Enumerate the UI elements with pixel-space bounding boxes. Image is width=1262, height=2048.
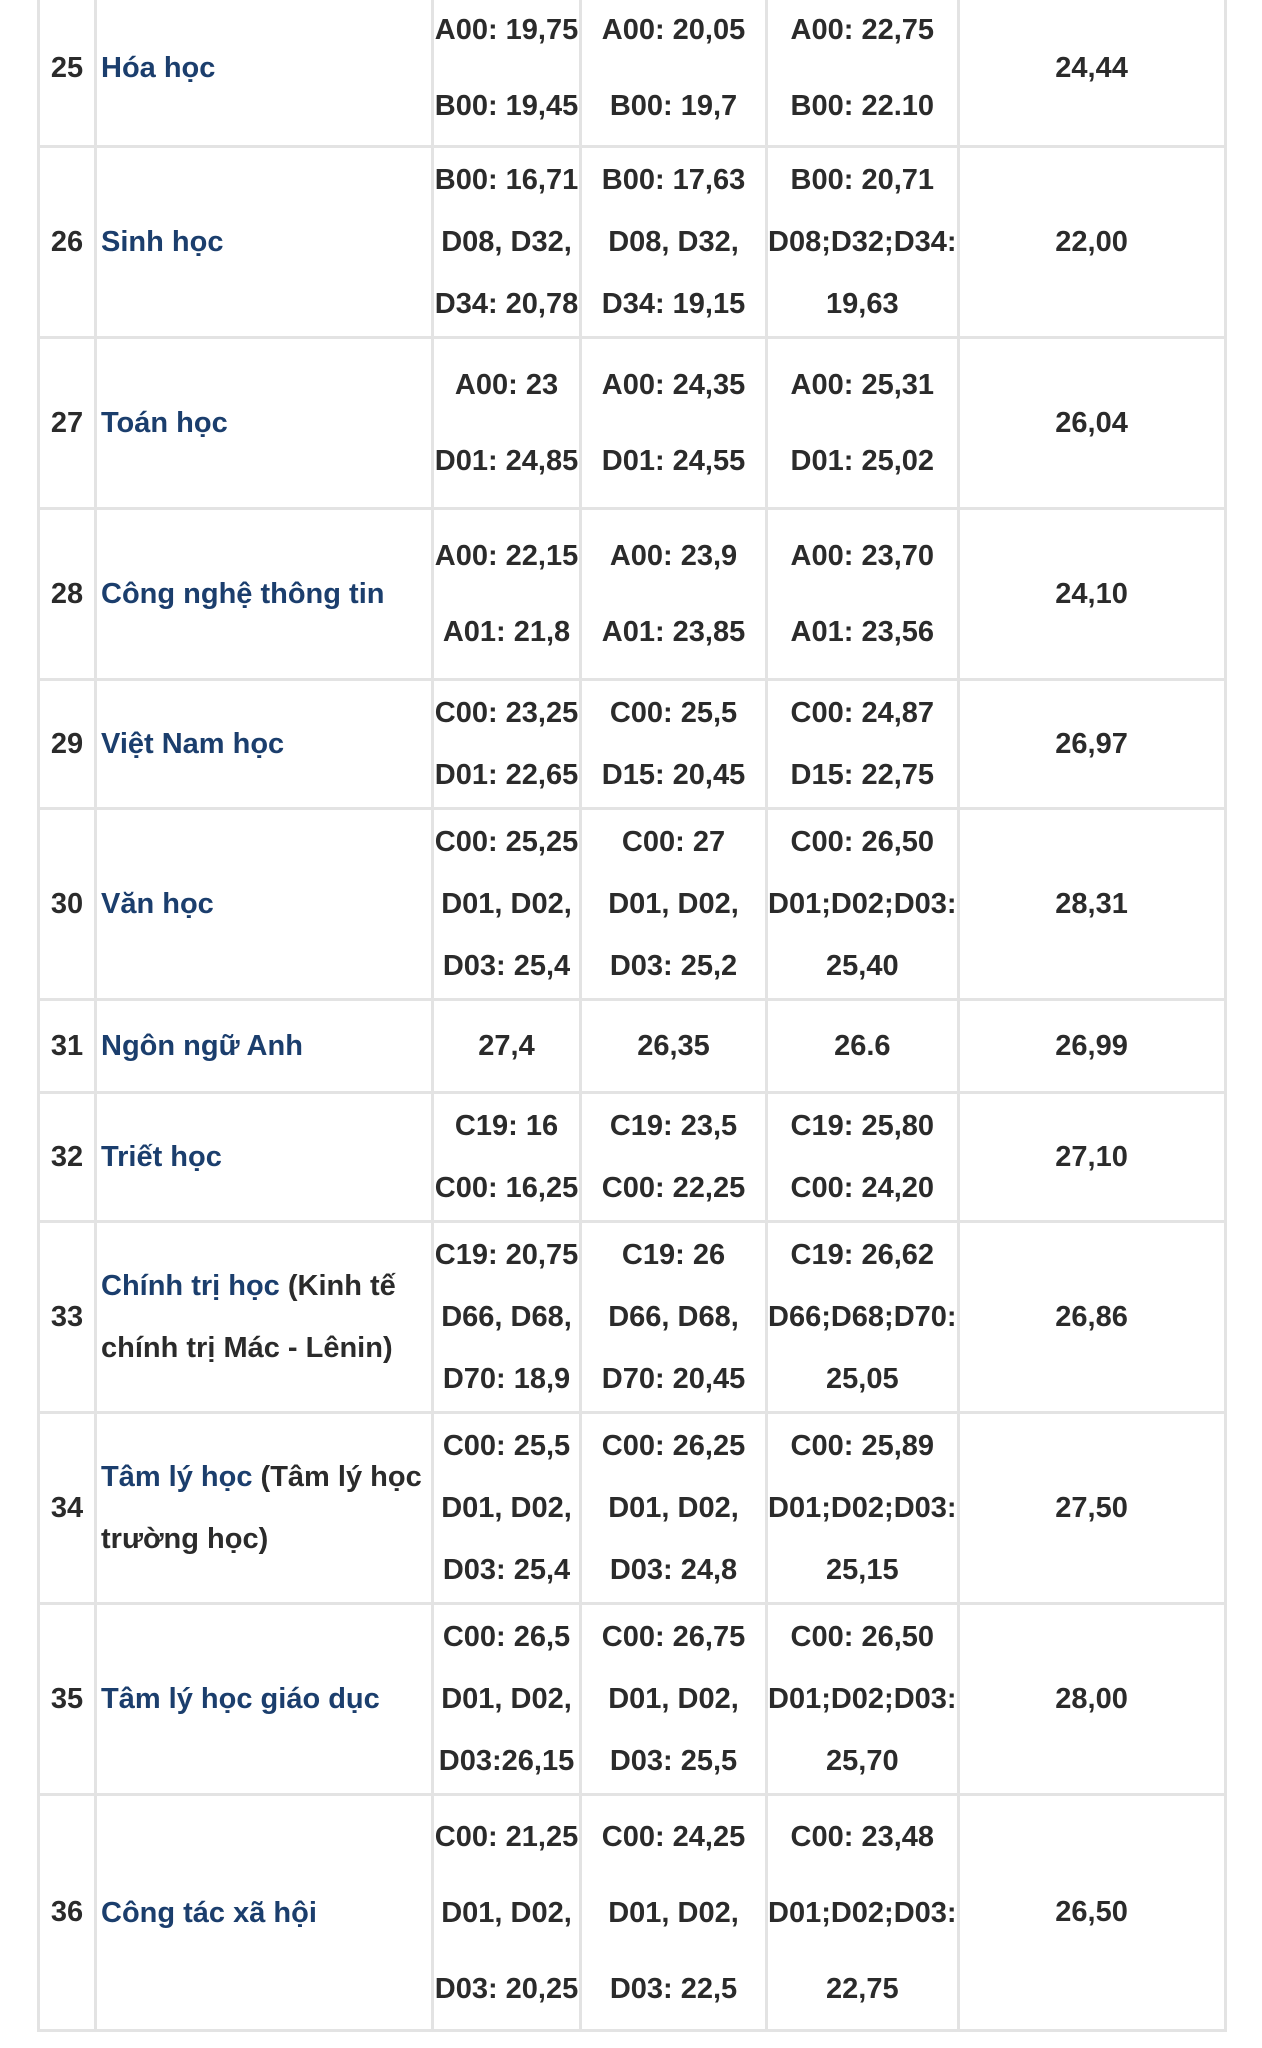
score-cell-y1 [433, 0, 581, 147]
score-line: B00: 19,45 [434, 90, 579, 122]
score-cell-y3 [767, 680, 959, 809]
score-cell-y1 [433, 1795, 581, 2031]
score-line: A00: 23 [454, 369, 559, 401]
score-cell-y1 [433, 147, 581, 338]
major-cell [96, 1222, 433, 1413]
score-line: D03: 25,4 [442, 1554, 571, 1586]
major-note: (Tâm lý học trường học) [101, 1461, 422, 1555]
score-line: 25,05 [826, 1363, 899, 1395]
score-line: D03: 24,8 [609, 1554, 738, 1586]
score-line: C00: 25,25 [434, 826, 579, 858]
score-line: D03: 25,4 [442, 950, 571, 982]
score-line: A00: 20,05 [601, 14, 746, 46]
score-line: D03: 20,25 [434, 1972, 579, 2005]
score-line: A00: 22,75 [790, 14, 935, 46]
score-line: 25,70 [826, 1745, 899, 1777]
score-line: C19: 25,80 [790, 1110, 935, 1142]
score-line: D01, D02, [441, 1896, 572, 1929]
score-line: C00: 26,75 [601, 1621, 746, 1653]
score-cell-y1 [433, 1000, 581, 1093]
score-line: A00: 25,31 [790, 369, 935, 401]
table-row [39, 338, 1226, 509]
row-number: 30 [39, 809, 96, 1000]
score-cell-y4: 22,00 [958, 147, 1225, 338]
score-line: D01: 22,65 [434, 759, 579, 791]
score-line: 22,75 [826, 1972, 899, 2005]
score-cell-y3 [767, 1413, 959, 1604]
score-cell-y4: 28,00 [958, 1604, 1225, 1795]
major-cell [96, 0, 433, 147]
score-cell-y3 [767, 338, 959, 509]
score-line: C00: 24,87 [790, 697, 935, 729]
score-line: D34: 20,78 [434, 288, 579, 320]
row-number: 32 [39, 1093, 96, 1222]
score-cell-y3 [767, 1000, 959, 1093]
score-cell-y3 [767, 509, 959, 680]
score-line: D66, D68, [608, 1301, 739, 1333]
table-row [39, 1093, 1226, 1222]
row-number: 28 [39, 509, 96, 680]
score-line: C00: 23,48 [790, 1820, 935, 1853]
score-cell-y4: 27,10 [958, 1093, 1225, 1222]
score-line: D03: 25,2 [609, 950, 738, 982]
score-line: D01: 24,85 [434, 445, 579, 477]
score-line: B00: 20,71 [790, 164, 935, 196]
score-line: C00: 25,89 [790, 1430, 935, 1462]
score-cell-y1 [433, 680, 581, 809]
score-line: C19: 26,62 [790, 1239, 935, 1271]
major-link[interactable]: Tâm lý học [101, 1461, 253, 1493]
major-link[interactable]: Công nghệ thông tin [101, 578, 385, 610]
score-line: D01: 25,02 [790, 445, 935, 477]
score-cell-y2 [581, 1222, 767, 1413]
score-line: D01;D02;D03: [768, 888, 957, 920]
score-cell-y2 [581, 1604, 767, 1795]
score-line: 27,4 [478, 1030, 535, 1062]
score-line: D08;D32;D34: [768, 226, 957, 258]
major-link[interactable]: Sinh học [101, 226, 224, 258]
score-line: A00: 19,75 [434, 14, 579, 46]
major-cell [96, 1093, 433, 1222]
score-line: C00: 26,50 [790, 826, 935, 858]
score-line: A01: 23,56 [790, 616, 935, 648]
row-number: 27 [39, 338, 96, 509]
score-cell-y2 [581, 0, 767, 147]
score-line: 26,35 [637, 1030, 710, 1062]
score-cell-y4: 26,97 [958, 680, 1225, 809]
score-line: C00: 25,5 [609, 697, 738, 729]
score-line: B00: 19,7 [609, 90, 738, 122]
score-cell-y2 [581, 509, 767, 680]
score-line: C00: 16,25 [434, 1172, 579, 1204]
score-cell-y4: 26,50 [958, 1795, 1225, 2031]
score-line: A00: 22,15 [434, 540, 579, 572]
score-line: C00: 24,20 [790, 1172, 935, 1204]
score-cell-y4: 26,86 [958, 1222, 1225, 1413]
score-line: D01, D02, [441, 888, 572, 920]
score-line: C00: 25,5 [442, 1430, 571, 1462]
score-line: D70: 20,45 [601, 1363, 746, 1395]
major-cell [96, 680, 433, 809]
admission-score-table [37, 0, 1227, 2032]
score-line: B00: 17,63 [601, 164, 746, 196]
score-line: D01, D02, [608, 888, 739, 920]
score-line: A01: 23,85 [601, 616, 746, 648]
row-number: 25 [39, 0, 96, 147]
score-cell-y3 [767, 1604, 959, 1795]
score-line: 25,40 [826, 950, 899, 982]
score-line: D34: 19,15 [601, 288, 746, 320]
score-cell-y3 [767, 1795, 959, 2031]
major-link[interactable]: Toán học [101, 407, 228, 439]
score-cell-y2 [581, 680, 767, 809]
score-line: D15: 20,45 [601, 759, 746, 791]
table-row [39, 1604, 1226, 1795]
score-line: C19: 16 [454, 1110, 559, 1142]
score-line: D01, D02, [608, 1492, 739, 1524]
score-line: A00: 24,35 [601, 369, 746, 401]
table-row [39, 1413, 1226, 1604]
score-cell-y2 [581, 1413, 767, 1604]
row-number: 34 [39, 1413, 96, 1604]
score-cell-y3 [767, 1093, 959, 1222]
table-row [39, 809, 1226, 1000]
major-link[interactable]: Tâm lý học giáo dục [101, 1683, 380, 1715]
major-link[interactable]: Hóa học [101, 52, 216, 84]
score-line: A01: 21,8 [442, 616, 571, 648]
score-line: C00: 21,25 [434, 1820, 579, 1853]
table-row [39, 0, 1226, 147]
score-line: B00: 16,71 [434, 164, 579, 196]
score-line: D03:26,15 [438, 1745, 575, 1777]
score-line: D01;D02;D03: [768, 1492, 957, 1524]
row-number: 31 [39, 1000, 96, 1093]
score-cell-y1 [433, 1413, 581, 1604]
score-cell-y3 [767, 809, 959, 1000]
score-cell-y1 [433, 809, 581, 1000]
major-note: (Kinh tế chính trị Mác - Lênin) [101, 1270, 396, 1364]
score-line: D08, D32, [441, 226, 572, 258]
score-line: B00: 22.10 [790, 90, 935, 122]
major-cell [96, 809, 433, 1000]
major-link[interactable]: Việt Nam học [101, 728, 285, 760]
score-line: D01, D02, [608, 1683, 739, 1715]
major-cell [96, 1000, 433, 1093]
score-line: C00: 26,50 [790, 1621, 935, 1653]
score-line: D01, D02, [441, 1683, 572, 1715]
score-cell-y2 [581, 1000, 767, 1093]
score-line: D03: 22,5 [609, 1972, 738, 2005]
major-cell [96, 1604, 433, 1795]
score-line: C00: 26,5 [442, 1621, 571, 1653]
score-cell-y1 [433, 509, 581, 680]
score-line: 25,15 [826, 1554, 899, 1586]
score-cell-y2 [581, 1795, 767, 2031]
score-cell-y1 [433, 1093, 581, 1222]
major-cell [96, 1795, 433, 2031]
table-row [39, 147, 1226, 338]
score-cell-y4: 26,04 [958, 338, 1225, 509]
score-line: D66, D68, [441, 1301, 572, 1333]
score-line: C19: 20,75 [434, 1239, 579, 1271]
major-link[interactable]: Văn học [101, 888, 214, 920]
score-line: C00: 22,25 [601, 1172, 746, 1204]
score-line: C19: 23,5 [609, 1110, 738, 1142]
score-line: A00: 23,70 [790, 540, 935, 572]
table-row [39, 1000, 1226, 1093]
row-number: 36 [39, 1795, 96, 2031]
score-cell-y3 [767, 0, 959, 147]
score-line: C19: 26 [621, 1239, 726, 1271]
score-line: C00: 24,25 [601, 1820, 746, 1853]
score-line: C00: 26,25 [601, 1430, 746, 1462]
major-cell [96, 509, 433, 680]
row-number: 26 [39, 147, 96, 338]
score-line: D01;D02;D03: [768, 1896, 957, 1929]
score-line: D15: 22,75 [790, 759, 935, 791]
score-line: D01, D02, [441, 1492, 572, 1524]
row-number: 29 [39, 680, 96, 809]
table-body [39, 0, 1226, 2031]
table-row [39, 509, 1226, 680]
score-cell-y1 [433, 338, 581, 509]
score-cell-y1 [433, 1604, 581, 1795]
score-line: C00: 27 [621, 826, 726, 858]
score-cell-y3 [767, 1222, 959, 1413]
row-number: 35 [39, 1604, 96, 1795]
major-link[interactable]: Công tác xã hội [101, 1896, 317, 1929]
score-line: D01, D02, [608, 1896, 739, 1929]
score-cell-y2 [581, 147, 767, 338]
score-cell-y2 [581, 809, 767, 1000]
score-cell-y4: 26,99 [958, 1000, 1225, 1093]
score-line: D03: 25,5 [609, 1745, 738, 1777]
score-cell-y4: 24,44 [958, 0, 1225, 147]
score-cell-y4: 27,50 [958, 1413, 1225, 1604]
score-line: C00: 23,25 [434, 697, 579, 729]
table-row [39, 680, 1226, 809]
major-link[interactable]: Triết học [101, 1141, 222, 1173]
score-cell-y2 [581, 338, 767, 509]
major-link[interactable]: Ngôn ngữ Anh [101, 1030, 303, 1062]
score-line: D01: 24,55 [601, 445, 746, 477]
score-cell-y4: 24,10 [958, 509, 1225, 680]
score-cell-y3 [767, 147, 959, 338]
score-line: 26.6 [834, 1030, 891, 1062]
major-cell [96, 147, 433, 338]
major-link[interactable]: Chính trị học [101, 1270, 280, 1302]
table-row [39, 1222, 1226, 1413]
score-line: D66;D68;D70: [768, 1301, 957, 1333]
score-cell-y1 [433, 1222, 581, 1413]
score-line: 19,63 [826, 288, 899, 320]
score-line: D08, D32, [608, 226, 739, 258]
score-cell-y2 [581, 1093, 767, 1222]
major-cell [96, 338, 433, 509]
score-cell-y4: 28,31 [958, 809, 1225, 1000]
score-line: D01;D02;D03: [768, 1683, 957, 1715]
major-cell [96, 1413, 433, 1604]
row-number: 33 [39, 1222, 96, 1413]
score-line: D70: 18,9 [442, 1363, 571, 1395]
table-row [39, 1795, 1226, 2031]
score-line: A00: 23,9 [609, 540, 738, 572]
